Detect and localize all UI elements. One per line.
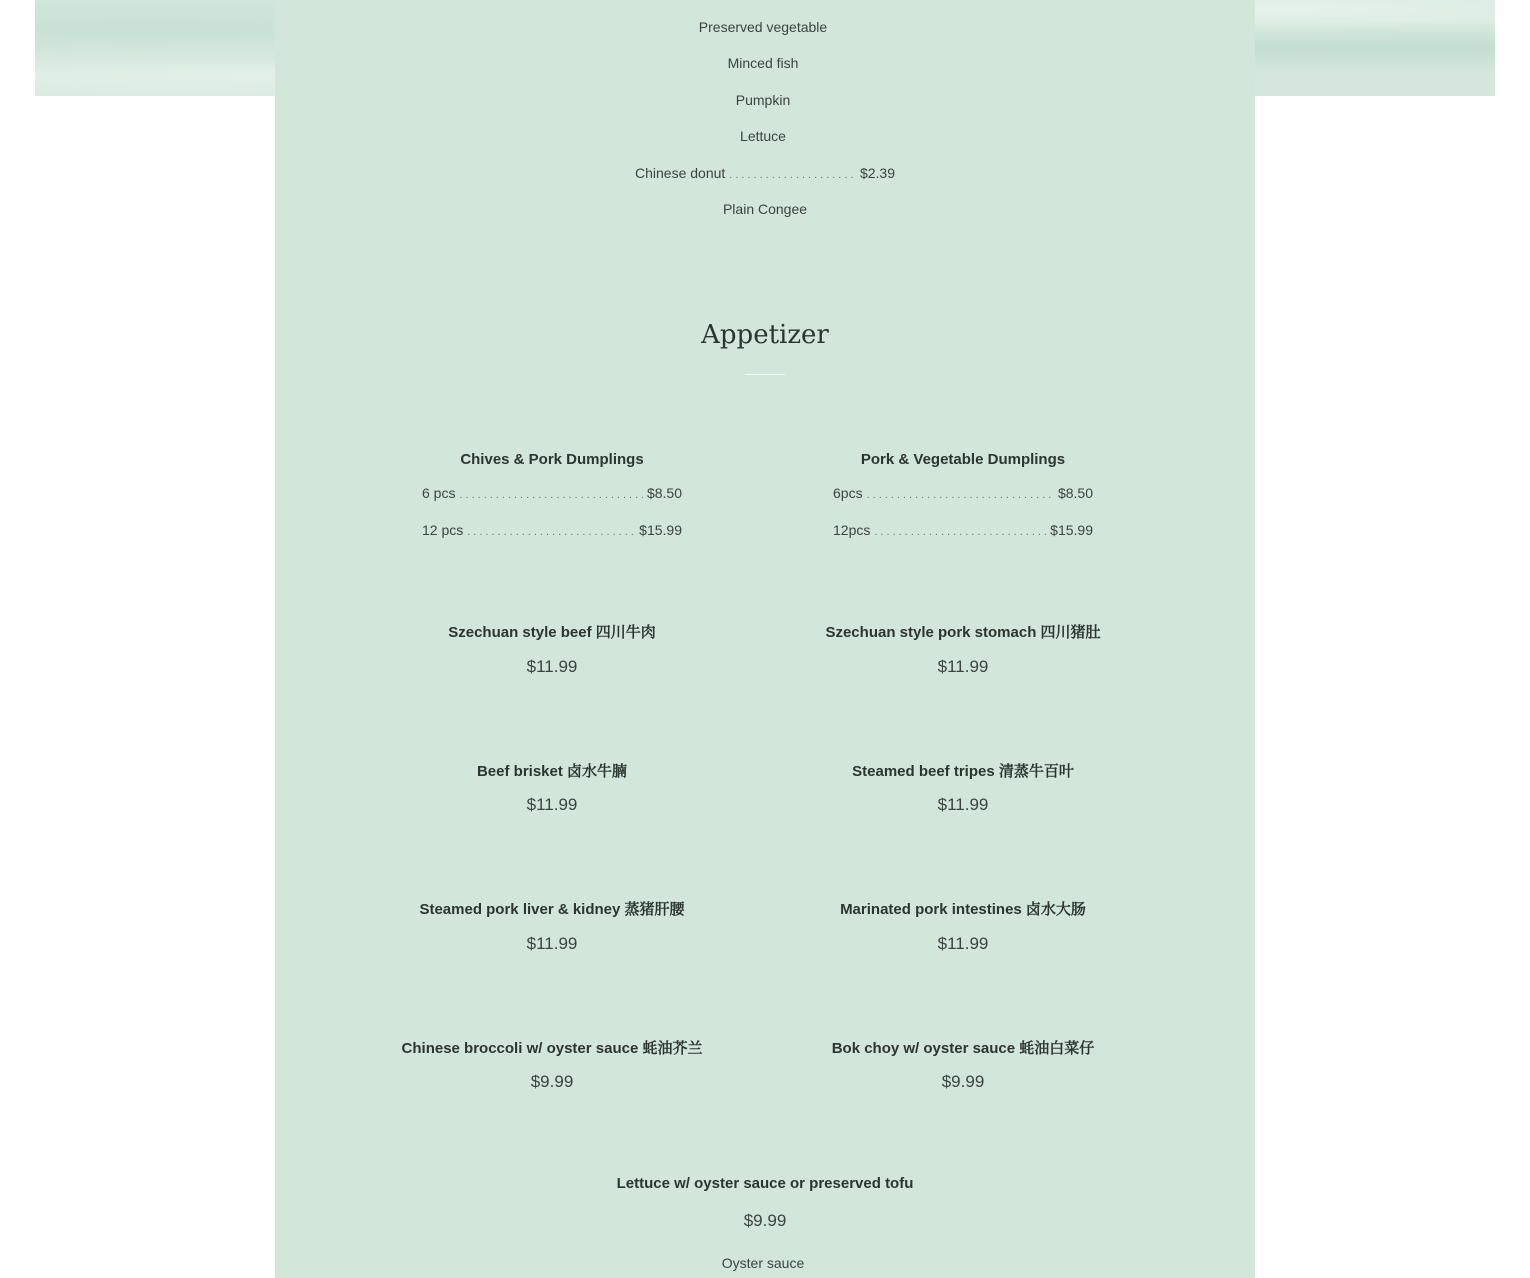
dot-leader [874, 526, 1046, 538]
menu-item-price: $9.99 [743, 1211, 787, 1230]
menu-item-name: Marinated pork intestines 卤水大肠 [840, 901, 1086, 918]
menu-item-name: Beef brisket 卤水牛腩 [476, 763, 628, 780]
price-option-row [833, 485, 1093, 501]
price-option-row [422, 522, 682, 538]
option-price: $8.50 [646, 485, 682, 501]
menu-item-name: Chinese broccoli w/ oyster sauce 蚝油芥兰 [401, 1040, 703, 1057]
menu-item-name: Lettuce w/ oyster sauce or preserved tofu [616, 1175, 914, 1192]
price-option-row [833, 522, 1093, 538]
congee-item-pumpkin: Pumpkin [735, 92, 791, 108]
menu-item-price: $11.99 [937, 657, 989, 676]
chinese-donut-row [635, 165, 895, 181]
menu-item-name: Steamed beef tripes 清蒸牛百叶 [852, 763, 1074, 780]
menu-item-name: Chives & Pork Dumplings [460, 451, 644, 468]
dot-leader [459, 489, 642, 501]
dot-leader [729, 169, 856, 181]
option-price: $8.50 [1057, 485, 1093, 501]
chinese-donut-label: Chinese donut [635, 165, 726, 181]
price-option-row [422, 485, 682, 501]
option-label: 6 pcs [422, 485, 456, 501]
congee-item-minced-fish: Minced fish [727, 55, 799, 71]
option-price: $15.99 [1050, 522, 1093, 538]
menu-item-price: $11.99 [937, 795, 989, 814]
menu-panel [275, 0, 1255, 1278]
menu-item-price: $9.99 [530, 1072, 574, 1091]
chinese-donut-price: $2.39 [859, 165, 895, 181]
menu-item-price: $11.99 [526, 795, 578, 814]
congee-item-lettuce: Lettuce [740, 128, 786, 144]
section-title-appetizer: Appetizer [701, 320, 829, 350]
menu-item-price: $11.99 [526, 657, 578, 676]
menu-item-name: Bok choy w/ oyster sauce 蚝油白菜仔 [831, 1040, 1095, 1057]
dot-leader [467, 526, 635, 538]
section-divider [745, 374, 785, 375]
menu-item-name: Szechuan style beef 四川牛肉 [448, 624, 656, 641]
menu-item-option: Oyster sauce [721, 1255, 805, 1271]
menu-item-price: $11.99 [937, 934, 989, 953]
option-label: 6pcs [833, 485, 863, 501]
menu-item-price: $9.99 [941, 1072, 985, 1091]
option-label: 12 pcs [422, 522, 464, 538]
menu-item-price: $11.99 [526, 934, 578, 953]
menu-item-name: Steamed pork liver & kidney 蒸猪肝腰 [419, 901, 685, 918]
menu-item-name: Szechuan style pork stomach 四川猪肚 [825, 624, 1101, 641]
menu-item-name: Pork & Vegetable Dumplings [860, 451, 1066, 468]
plain-congee: Plain Congee [722, 201, 808, 217]
option-label: 12pcs [833, 522, 871, 538]
dot-leader [867, 489, 1054, 501]
option-price: $15.99 [639, 522, 682, 538]
congee-item-preserved-vegetable: Preserved vegetable [698, 19, 828, 35]
